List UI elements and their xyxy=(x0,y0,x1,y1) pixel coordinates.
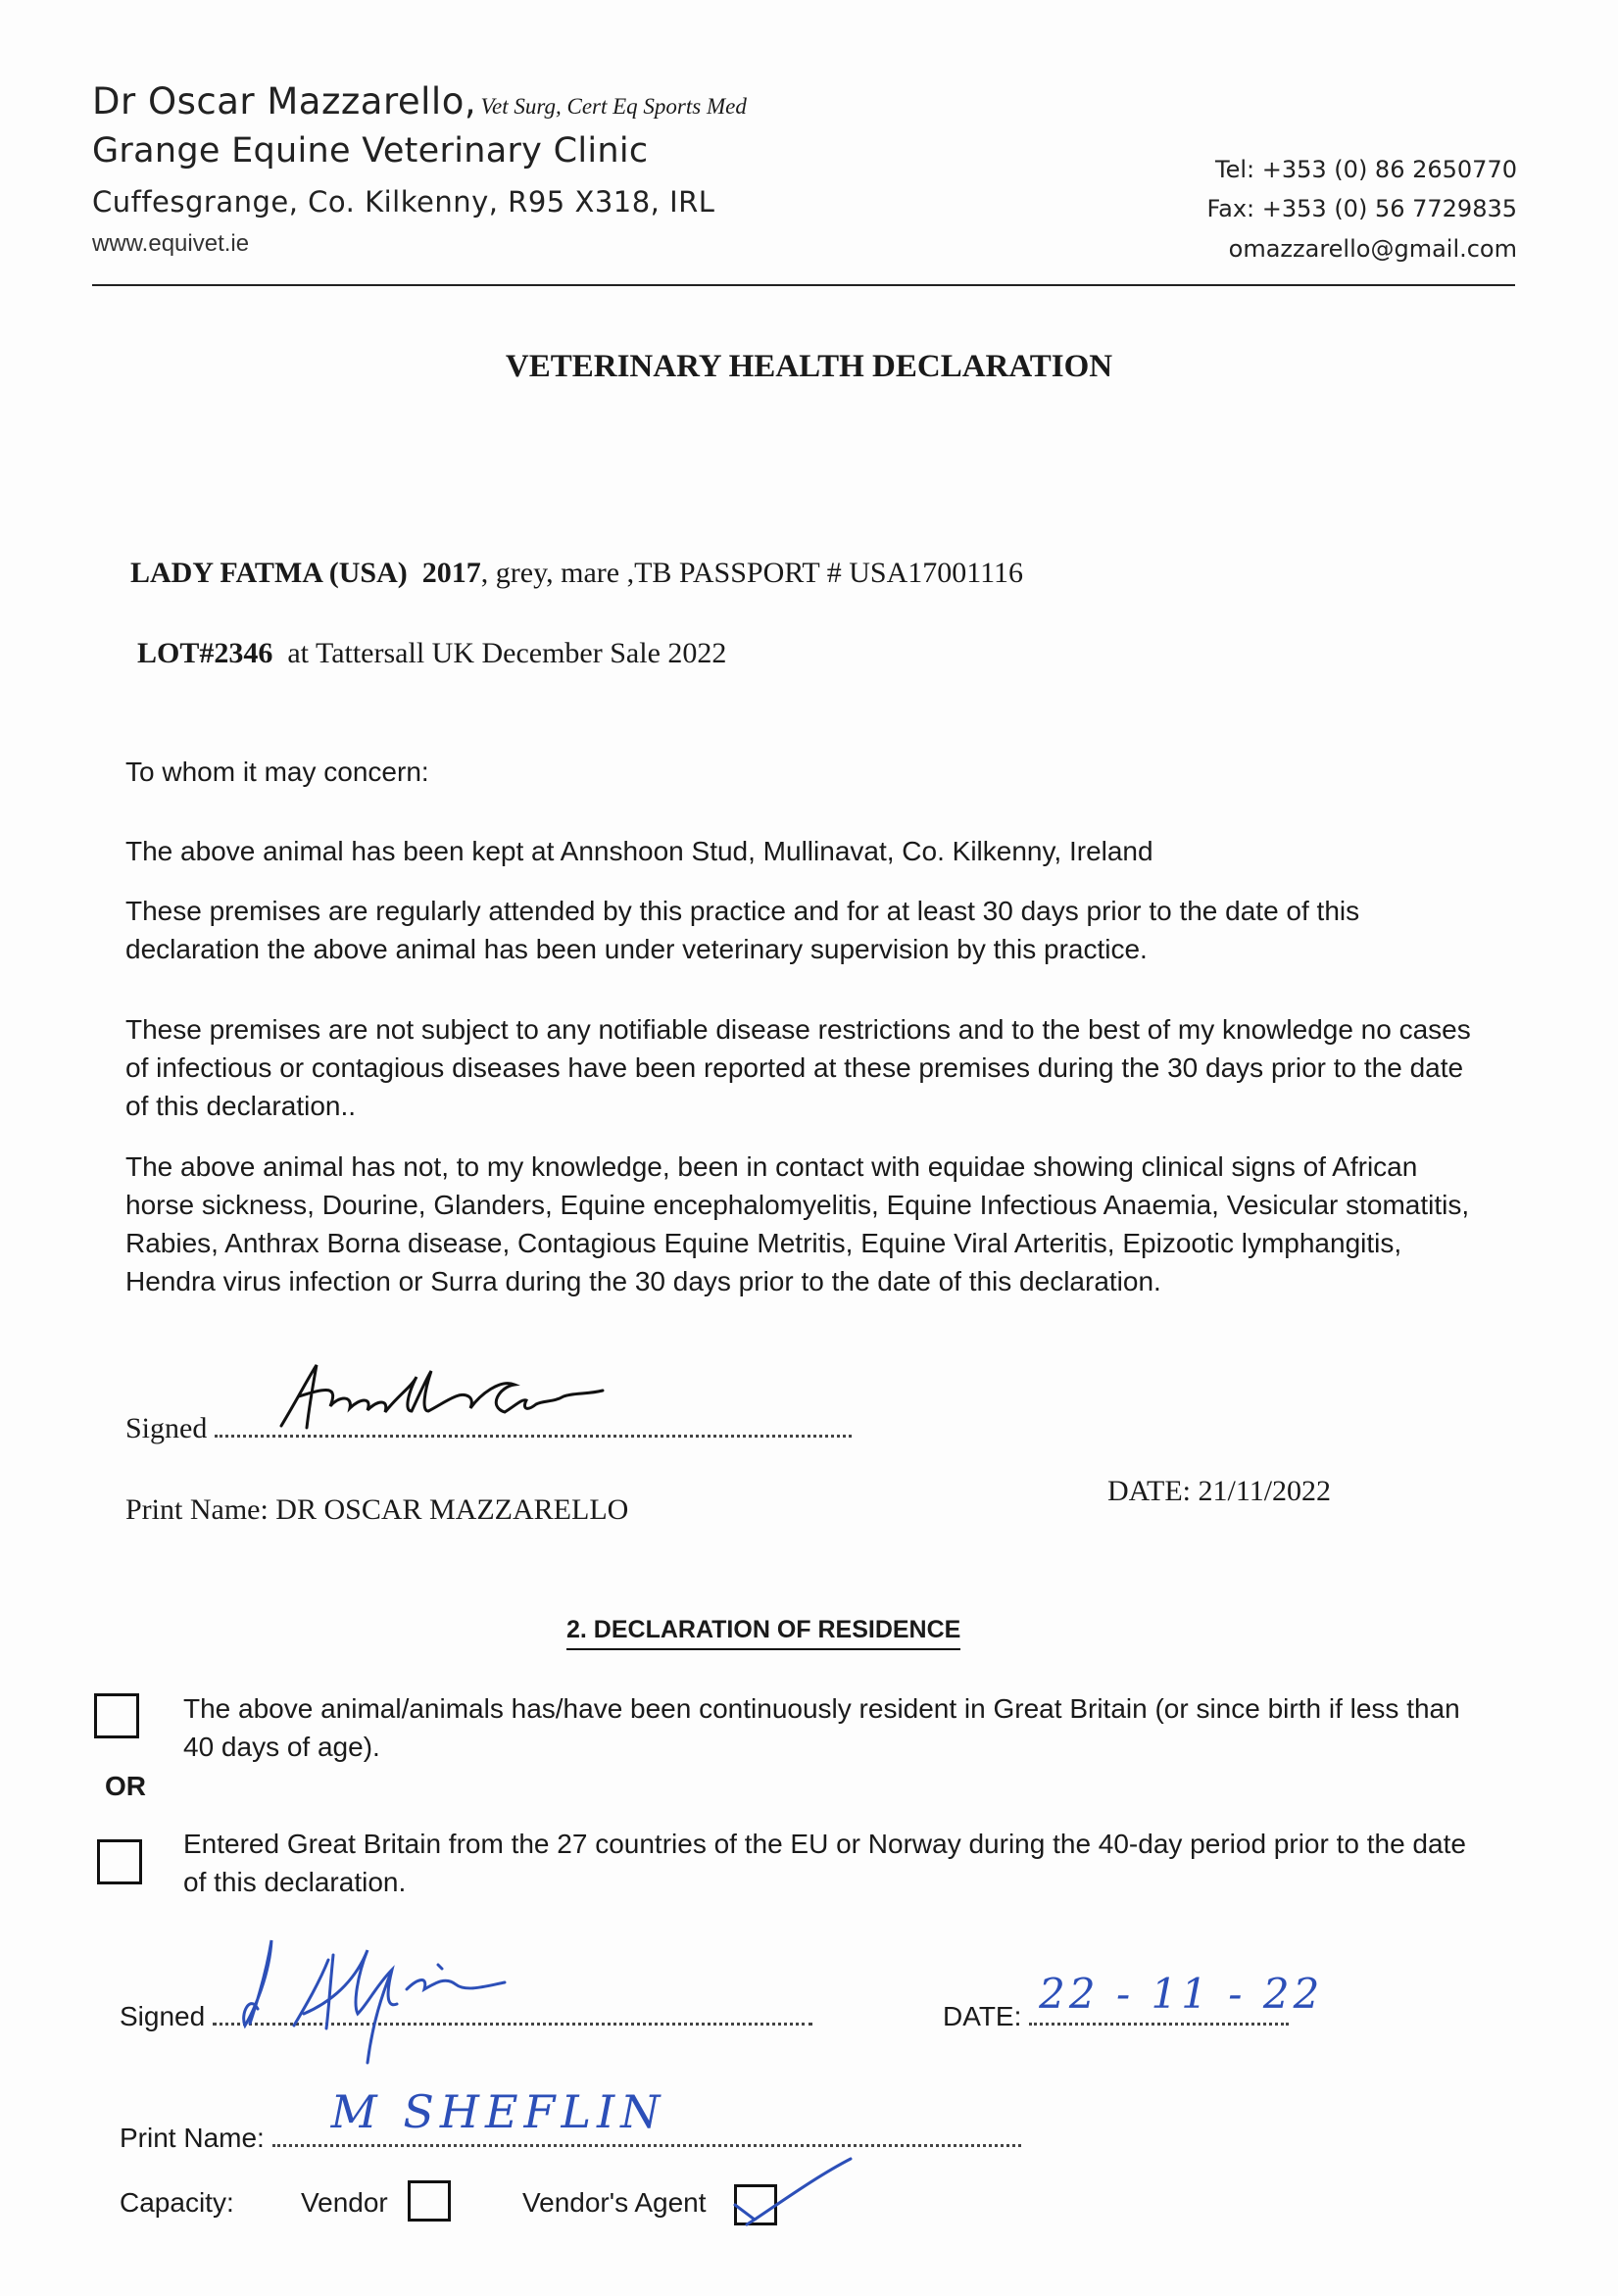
animal-description: , grey, mare ,TB PASSPORT # USA17001116 xyxy=(480,557,1024,589)
vendor-print-label: Print Name: xyxy=(120,2123,265,2153)
residence-option-1-text: The above animal/animals has/have been continuously resident in Great Britain (or since birth if less than 40 days of age). xyxy=(183,1693,1460,1762)
vet-qualifications: Vet Surg, Cert Eq Sports Med xyxy=(480,94,747,119)
clinic-address: Cuffesgrange, Co. Kilkenny, R95 X318, IRL xyxy=(92,185,715,219)
vet-print-name: Print Name: DR OSCAR MAZZARELLO xyxy=(125,1493,629,1526)
lot-details xyxy=(137,637,726,670)
capacity-line xyxy=(120,2187,234,2219)
vendor-signed-label: Signed xyxy=(120,2001,206,2031)
letterhead-divider xyxy=(92,284,1515,286)
document-title: VETERINARY HEALTH DECLARATION xyxy=(505,349,1113,384)
clinic-email[interactable]: omazzarello@gmail.com xyxy=(1228,235,1517,263)
vendor-print-name-line xyxy=(120,2085,1021,2154)
vendor-date xyxy=(943,1970,1324,2032)
vet-declaration-date: DATE: 21/11/2022 xyxy=(1107,1475,1332,1507)
vendor-checkbox[interactable] xyxy=(408,2180,451,2222)
animal-details xyxy=(130,557,1023,590)
lot-number: LOT#2346 xyxy=(137,637,273,669)
capacity-label: Capacity: xyxy=(120,2187,234,2218)
residence-option-1-checkbox[interactable] xyxy=(94,1693,139,1738)
vendor-signature-image xyxy=(211,1916,544,2073)
animal-name: LADY FATMA (USA) xyxy=(130,557,408,589)
residence-option-2-checkbox[interactable] xyxy=(97,1839,142,1884)
clinic-fax: Fax: +353 (0) 56 7729835 xyxy=(1206,195,1517,222)
vendor-agent-option-label: Vendor's Agent xyxy=(522,2187,707,2218)
letterhead-name-line xyxy=(92,80,747,122)
clinic-tel: Tel: +353 (0) 86 2650770 xyxy=(1215,156,1517,183)
vendor-print-dots xyxy=(272,2085,1021,2147)
vendor-date-handwritten: 22 - 11 - 22 xyxy=(1039,1970,1324,2018)
animal-year: 2017 xyxy=(421,557,481,589)
or-label: OR xyxy=(105,1771,146,1801)
vendor-option-label: Vendor xyxy=(301,2187,388,2218)
declaration-paragraph-1: The above animal has been kept at Annshoon Stud, Mullinavat, Co. Kilkenny, Ireland xyxy=(125,836,1153,866)
residence-section-title-text: 2. DECLARATION OF RESIDENCE xyxy=(566,1616,961,1643)
clinic-name: Grange Equine Veterinary Clinic xyxy=(92,131,649,171)
vendor-agent-check-mark xyxy=(725,2151,862,2239)
declaration-paragraph-4: The above animal has not, to my knowledge, been in contact with equidae showing clinical signs of African horse sickness, Dourine, Glanders, Equine encephalomyelitis, Equine Infectious Anaemia, Vesicular stomatitis, Rabies, Anthrax Borna disease, Contagious Equine Metritis, Equine Viral Arteritis, Epizootic lymphangitis, Hendra virus infection or Surra during the 30 days prior to the date of this declaration. xyxy=(125,1151,1470,1296)
residence-option-2-text: Entered Great Britain from the 27 countries of the EU or Norway during the 40-day period prior to the date of this declaration. xyxy=(183,1829,1466,1897)
clinic-website[interactable]: www.equivet.ie xyxy=(92,230,250,257)
vendor-date-dots xyxy=(1029,1970,1324,2026)
sale-name: at Tattersall UK December Sale 2022 xyxy=(287,637,727,669)
declaration-paragraph-2: These premises are regularly attended by this practice and for at least 30 days prior to the date of this declaration the above animal has been under veterinary supervision by this practice. xyxy=(125,896,1360,964)
vendor-date-label: DATE: xyxy=(943,2001,1022,2031)
salutation: To whom it may concern: xyxy=(125,757,429,787)
residence-section-title xyxy=(566,1616,960,1650)
vet-signature-image xyxy=(270,1357,622,1436)
vendor-print-handwritten: M SHEFLIN xyxy=(330,2085,666,2138)
declaration-paragraph-3: These premises are not subject to any notifiable disease restrictions and to the best of my knowledge no cases of infectious or contagious diseases have been reported at these premises during the 30 days prior to the date of this declaration.. xyxy=(125,1014,1471,1121)
vet-name: Dr Oscar Mazzarello, xyxy=(92,80,477,122)
vet-signed-label: Signed xyxy=(125,1412,208,1444)
